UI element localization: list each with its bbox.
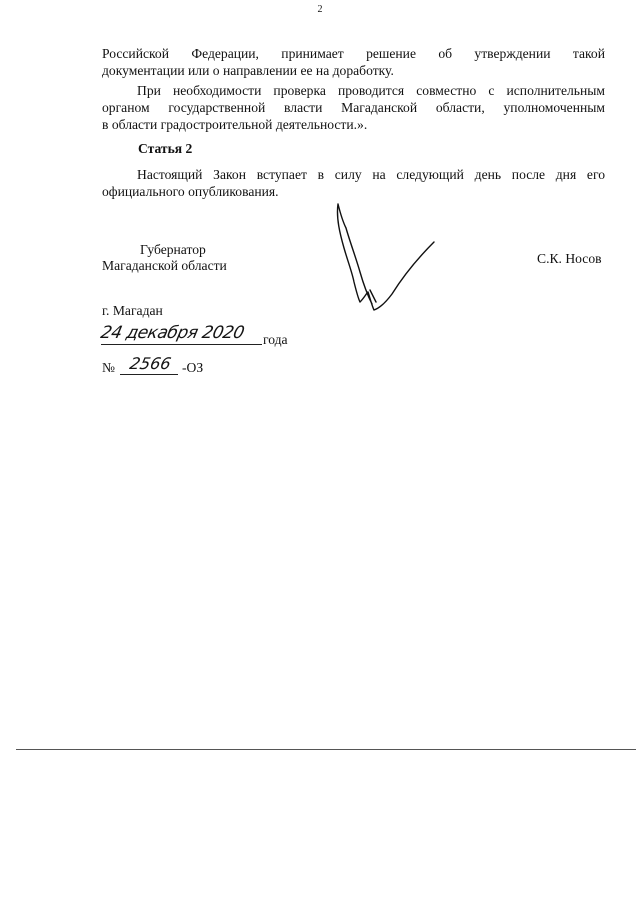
signatory-name: С.К. Носов [537,251,602,266]
paragraph-verification [102,82,605,133]
signature-image [330,198,450,318]
paragraph-continuation [102,45,605,79]
handwritten-date: 24 декабря 2020 [98,323,246,343]
paragraph-line: официального опубликования. [102,184,279,199]
paragraph-line: Российской Федерации, принимает решение об утверждении такой [102,46,605,61]
paragraph-line: При необходимости проверка проводится совместно с исполнительным [137,83,605,98]
paragraph-line: в области градостроительной деятельности.». [102,117,368,132]
footer-rule [16,749,636,750]
number-underline [120,374,178,375]
handwritten-number: 2566 [127,354,173,373]
signatory-region: Магаданской области [102,258,227,273]
paragraph-entry-into-force [102,166,605,200]
date-suffix: года [263,332,288,347]
date-underline [101,344,262,345]
number-sign: № [102,360,115,375]
paragraph-line: органом государственной власти Магаданской области, уполномоченным [102,100,605,115]
number-suffix: -ОЗ [182,360,204,375]
law-number-line [102,356,242,380]
signatory-title: Губернатор [140,242,206,257]
article-heading: Статья 2 [138,141,193,156]
page-number: 2 [317,4,323,15]
date-line [98,323,321,349]
paragraph-line: документации или о направлении ее на доработку. [102,63,394,78]
city-label: г. Магадан [102,303,163,318]
paragraph-line: Настоящий Закон вступает в силу на следующий день после дня его [137,167,605,182]
